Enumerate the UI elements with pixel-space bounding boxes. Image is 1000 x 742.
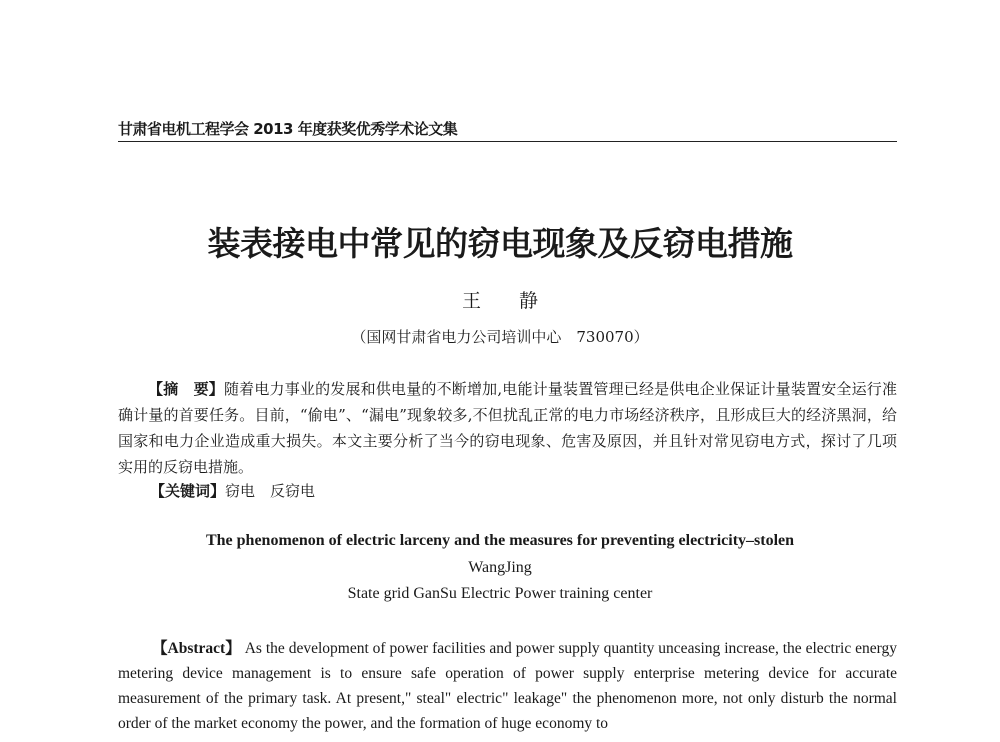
english-author: WangJing	[468, 559, 532, 576]
abstract-english	[118, 636, 897, 736]
keywords-label-cn: 【关键词】	[150, 482, 226, 500]
paper-title: 装表接电中常见的窃电现象及反窃电措施	[207, 224, 793, 263]
english-title: The phenomenon of electric larceny and the measures for preventing electricity–stolen	[205, 532, 795, 549]
keywords-text-cn: 窃电 反窃电	[225, 482, 316, 500]
abstract-text-cn: 随着电力事业的发展和供电量的不断增加,电能计量装置管理已经是供电企业保证计量装置安全运行准确计量的首要任务。目前，“偷电”、“漏电”现象较多,不但扰乱正常的电力市场经济秩序，且形成巨大的经济黑洞，给国家和电力企业造成重大损失。本文主要分析了当今的窃电现象、危害及原因，并且针对常见窃电方式，探讨了几项实用的反窃电措施。	[118, 380, 897, 476]
keywords-chinese	[150, 480, 315, 501]
abstract-chinese	[118, 376, 897, 480]
abstract-label-en: 【Abstract】	[152, 640, 241, 657]
author-affiliation: （国网甘肃省电力公司培训中心 730070）	[351, 328, 649, 346]
running-head: 甘肃省电机工程学会 2013 年度获奖优秀学术论文集	[118, 120, 458, 138]
header-rule	[118, 141, 897, 142]
abstract-text-en: As the development of power facilities and power supply quantity unceasing increase, the electric energy metering device management is to ensure safe operation of power supply enterprise metering device for accurate measurement of the primary task. At present," steal" electric" leakage" the phenomenon more, not only disturb the normal order of the market economy the power, and the formation of huge economy to	[118, 640, 897, 732]
abstract-label-cn: 【摘 要】	[148, 380, 224, 398]
english-affiliation: State grid GanSu Electric Power training center	[347, 585, 653, 602]
author-name: 王 静	[461, 290, 555, 312]
